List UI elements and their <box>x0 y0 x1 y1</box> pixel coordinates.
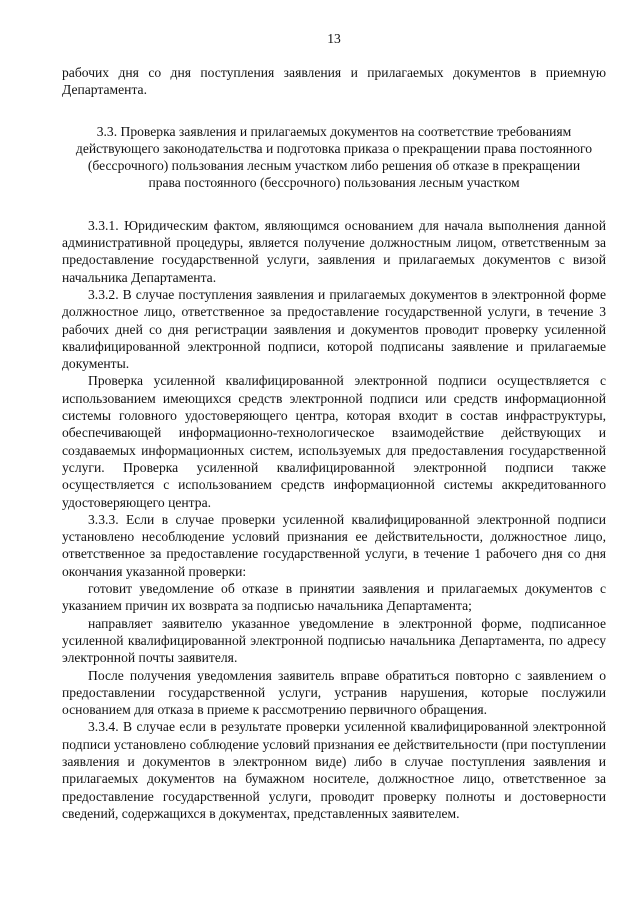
intro-fragment: рабочих дня со дня поступления заявления и прилагаемых документов в приемную Департамента. <box>62 65 606 98</box>
paragraph-3-3-3: 3.3.3. Если в случае проверки усиленной квалифицированной электронной подписи установлено несоблюдение условий признания ее действительности, должностное лицо, ответственное за предоставление государственной услуги, в течение 1 рабочего дня со дня окончания указанной проверки: <box>62 511 606 579</box>
paragraph-3-3-1: 3.3.1. Юридическим фактом, являющимся основанием для начала выполнения данной административной процедуры, является получение должностным лицом, ответственным за предоставление государственной услуги, заявления и прилагаемых документов с визой начальника Департамента. <box>62 217 606 285</box>
page-number: 13 <box>327 31 341 46</box>
section-heading: 3.3. Проверка заявления и прилагаемых документов на соответствие требованиям действующего законодательства и подготовка приказа о прекращении права постоянного (бессрочного) пользования лесным участком либо решения об отказе в прекращении права постоянного (бессрочного) пользования лесным участком <box>75 123 593 191</box>
paragraph-3-3-2: 3.3.2. В случае поступления заявления и прилагаемых документов в электронной форме должностное лицо, ответственное за предоставление государственной услуги, в течение 3 рабочих дней со дня регистрации заявления и документов проводит проверку усиленной квалифицированной электронной подписи, которой подписаны заявление и прилагаемые документы. <box>62 286 606 372</box>
paragraph-prepare-notice: готовит уведомление об отказе в принятии заявления и прилагаемых документов с указанием причин их возврата за подписью начальника Департамента; <box>62 581 606 614</box>
paragraph-3-3-4: 3.3.4. В случае если в результате проверки усиленной квалифицированной электронной подписи установлено соблюдение условий признания ее действительности (при поступлении заявления и документов в электронном виде) либо в случае поступления заявления и прилагаемых документов на бумажном носителе, должностное лицо, ответственное за предоставление государственной услуги, проводит проверку полноты и достоверности сведений, содержащихся в документах, представленных заявителем. <box>62 719 606 821</box>
paragraph-send-notice: направляет заявителю указанное уведомление в электронной форме, подписанное усиленной квалифицированной электронной подписью начальника Департамента, по адресу электронной почты заявителя. <box>62 615 606 666</box>
document-page <box>62 30 606 822</box>
paragraph-signature-check: Проверка усиленной квалифицированной электронной подписи осуществляется с использованием имеющихся средств электронной подписи или средств информационной системы головного удостоверяющего центра, которая входит в состав инфраструктуры, обеспечивающей информационно-технологическое взаимодействие действующих и создаваемых информационных систем, используемых для предоставления государственной услуги. Проверка усиленной квалифицированной электронной подписи также осуществляется с использованием средств информационной системы аккредитованного удостоверяющего центра. <box>62 373 606 510</box>
paragraph-reapply: После получения уведомления заявитель вправе обратиться повторно с заявлением о предоставлении государственной услуги, устранив нарушения, которые послужили основанием для отказа в приеме к рассмотрению первичного обращения. <box>62 667 606 718</box>
